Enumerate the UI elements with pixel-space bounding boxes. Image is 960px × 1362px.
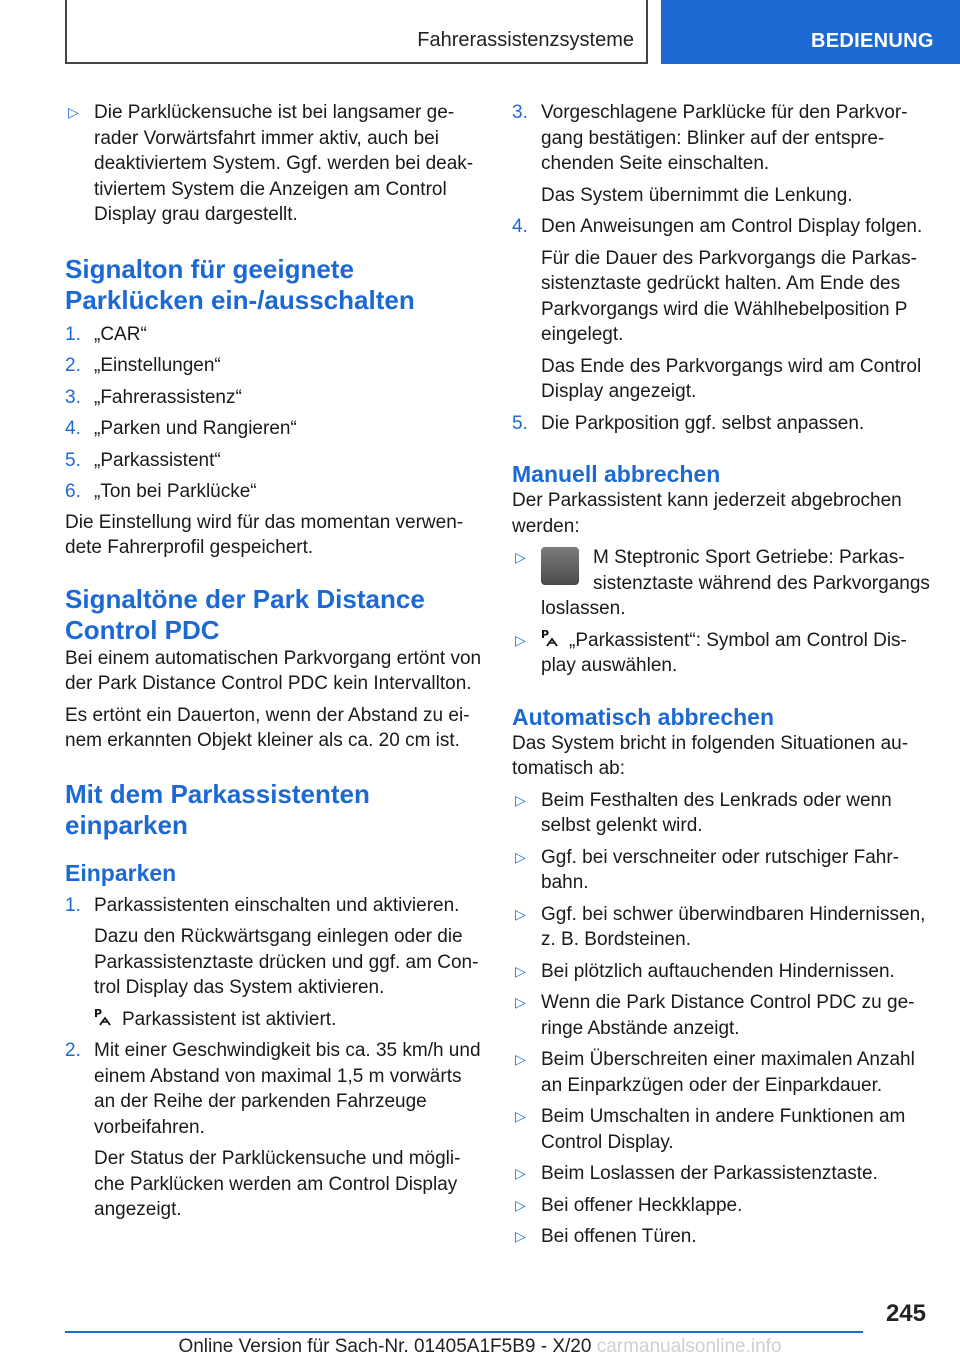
- bullet-automatisch: ▷ Beim Festhalten des Lenkrads oder wenn selbst gelenkt wird.: [515, 789, 892, 836]
- bullet-manuell-1: ▷ M Steptronic Sport Getriebe: Parkassistenztaste während des Parkvorgangs loslassen.: [515, 547, 930, 619]
- header-section: BEDIENUNG: [811, 30, 934, 52]
- step-4: 4. Den Anweisungen am Control Display folgen.: [512, 216, 923, 237]
- bullet-automatisch: ▷ Ggf. bei schwer überwindbaren Hindernissen, z. B. Bordsteinen.: [515, 903, 926, 950]
- step-4-sub-1: Für die Dauer des Parkvorgangs die Parkassistenztaste gedrückt halten. Am Ende des Parkvorgangs wird die Wählhebelposition P eingelegt.: [541, 247, 917, 345]
- step-signalton: 4. „Parken und Rangieren“: [65, 418, 297, 439]
- triangle-bullet-icon: ▷: [515, 905, 526, 922]
- park-assist-button-icon: [541, 547, 579, 585]
- triangle-bullet-icon: ▷: [515, 994, 526, 1010]
- bullet-automatisch: ▷ Ggf. bei verschneiter oder rutschiger Fahrbahn.: [515, 846, 899, 893]
- heading-manuell: Manuell abbrechen: [512, 461, 721, 487]
- step-1-sub: Dazu den Rückwärtsgang einlegen oder die Parkassistenztaste drücken und ggf. am Control Display das System aktivieren.: [94, 926, 479, 998]
- footer-divider: [65, 1331, 863, 1333]
- heading-signalton: Signalton für geeignete Parklücken ein-/ausschalten: [65, 253, 415, 315]
- bullet-automatisch: ▷ Bei offener Heckklappe.: [512, 1193, 930, 1219]
- park-assist-icon: [541, 628, 561, 648]
- step-3-sub: Das System übernimmt die Lenkung.: [541, 184, 853, 206]
- footer: [0, 1336, 960, 1358]
- paragraph-automatisch: Das System bricht in folgenden Situationen automatisch ab:: [512, 732, 909, 779]
- footer-text: Online Version für Sach-Nr. 01405A1F5B9 - X/20: [178, 1336, 592, 1357]
- left-column: [65, 100, 483, 1223]
- step-1-icon-line: P Parkassistent ist aktiviert.: [94, 1006, 337, 1030]
- paragraph-einstellung: Die Einstellung wird für das momentan verwendete Fahrerprofil gespeichert.: [65, 511, 464, 558]
- header-section-tab: [661, 0, 960, 64]
- heading-einparken: Einparken: [65, 859, 177, 886]
- paragraph-manuell: Der Parkassistent kann jederzeit abgebrochen werden:: [512, 490, 902, 537]
- header-title-box: [65, 0, 648, 64]
- triangle-bullet-icon: ▷: [68, 104, 79, 120]
- triangle-bullet-icon: ▷: [515, 962, 526, 979]
- steps-signalton-list: [65, 322, 483, 505]
- heading-einparken-main: Mit dem Parkassistenten einparken: [65, 778, 370, 840]
- step-signalton: 6. „Ton bei Parklücke“: [65, 481, 257, 502]
- bullet-manuell-2: ▷ P „Parkassistent“: Symbol am Control Display auswählen.: [515, 627, 907, 676]
- step-5: 5. Die Parkposition ggf. selbst anpassen.: [512, 412, 865, 434]
- footer-watermark: carmanualsonline.info: [596, 1336, 782, 1357]
- svg-text:P: P: [94, 1006, 103, 1020]
- step-signalton: 1. „CAR“: [65, 323, 147, 345]
- bullet-automatisch: ▷ Beim Loslassen der Parkassistenztaste.: [512, 1161, 930, 1187]
- bullet-automatisch: ▷ Beim Umschalten in andere Funktionen am Control Display.: [515, 1106, 906, 1153]
- heading-automatisch: Automatisch abbrechen: [512, 703, 774, 730]
- step-3: 3. Vorgeschlagene Parklücke für den Parkvorgang bestätigen: Blinker auf der entsprechenden Seite einschalten.: [512, 102, 908, 174]
- triangle-bullet-icon: ▷: [515, 848, 526, 865]
- bullet-automatisch: ▷ Beim Überschreiten einer maximalen Anzahl an Einparkzügen oder der Einparkdauer.: [515, 1049, 915, 1096]
- step-signalton: 5. „Parkassistent“: [65, 449, 221, 471]
- step-2-sub: Der Status der Parklückensuche und mögliche Parklücken werden am Control Display angezeigt.: [94, 1148, 461, 1220]
- triangle-bullet-icon: ▷: [515, 549, 526, 565]
- svg-text:P: P: [541, 627, 550, 641]
- bullet-intro: ▷ Die Parklückensuche ist bei langsamer gerader Vorwärtsfahrt immer aktiv, auch bei deaktiviertem System. Ggf. werden bei deaktiviertem System die Anzeigen am Control Display grau dargestellt.: [68, 102, 474, 225]
- step-1: 1. Parkassistenten einschalten und aktivieren.: [65, 894, 460, 916]
- park-assist-icon: [94, 1007, 114, 1027]
- triangle-bullet-icon: ▷: [515, 791, 526, 808]
- triangle-bullet-icon: ▷: [515, 1165, 526, 1181]
- step-signalton: 3. „Fahrerassistenz“: [65, 386, 242, 408]
- step-4-sub-2: Das Ende des Parkvorgangs wird am Control Display angezeigt.: [541, 355, 922, 402]
- page-number: 245: [885, 1300, 926, 1327]
- triangle-bullet-icon: ▷: [515, 631, 526, 648]
- triangle-bullet-icon: ▷: [515, 1051, 526, 1067]
- heading-pdc: Signaltöne der Park Distance Control PDC: [65, 583, 425, 645]
- bullet-automatisch: ▷ Wenn die Park Distance Control PDC zu geringe Abstände anzeigt.: [515, 992, 915, 1039]
- step-2: 2. Mit einer Geschwindigkeit bis ca. 35 km/h und einem Abstand von maximal 1,5 m vorwärts an der Reihe der parkenden Fahrzeuge vorbeifahren.: [65, 1040, 481, 1138]
- triangle-bullet-icon: ▷: [515, 1228, 526, 1244]
- header-title: Fahrerassistenzsysteme: [417, 29, 634, 51]
- bullet-automatisch: ▷ Bei offenen Türen.: [512, 1224, 930, 1250]
- right-column: [512, 100, 930, 1250]
- paragraph-pdc-2: Es ertönt ein Dauerton, wenn der Abstand zu einem erkannten Objekt kleiner als ca. 20 cm ist.: [65, 704, 470, 751]
- bullet-automatisch: ▷ Bei plötzlich auftauchenden Hindernissen.: [512, 959, 930, 985]
- paragraph-pdc-1: Bei einem automatischen Parkvorgang ertönt von der Park Distance Control PDC kein Intervallton.: [65, 647, 482, 694]
- bullets-automatisch-list: [512, 788, 930, 1250]
- triangle-bullet-icon: ▷: [515, 1108, 526, 1124]
- step-signalton: 2. „Einstellungen“: [65, 355, 221, 376]
- triangle-bullet-icon: ▷: [515, 1196, 526, 1213]
